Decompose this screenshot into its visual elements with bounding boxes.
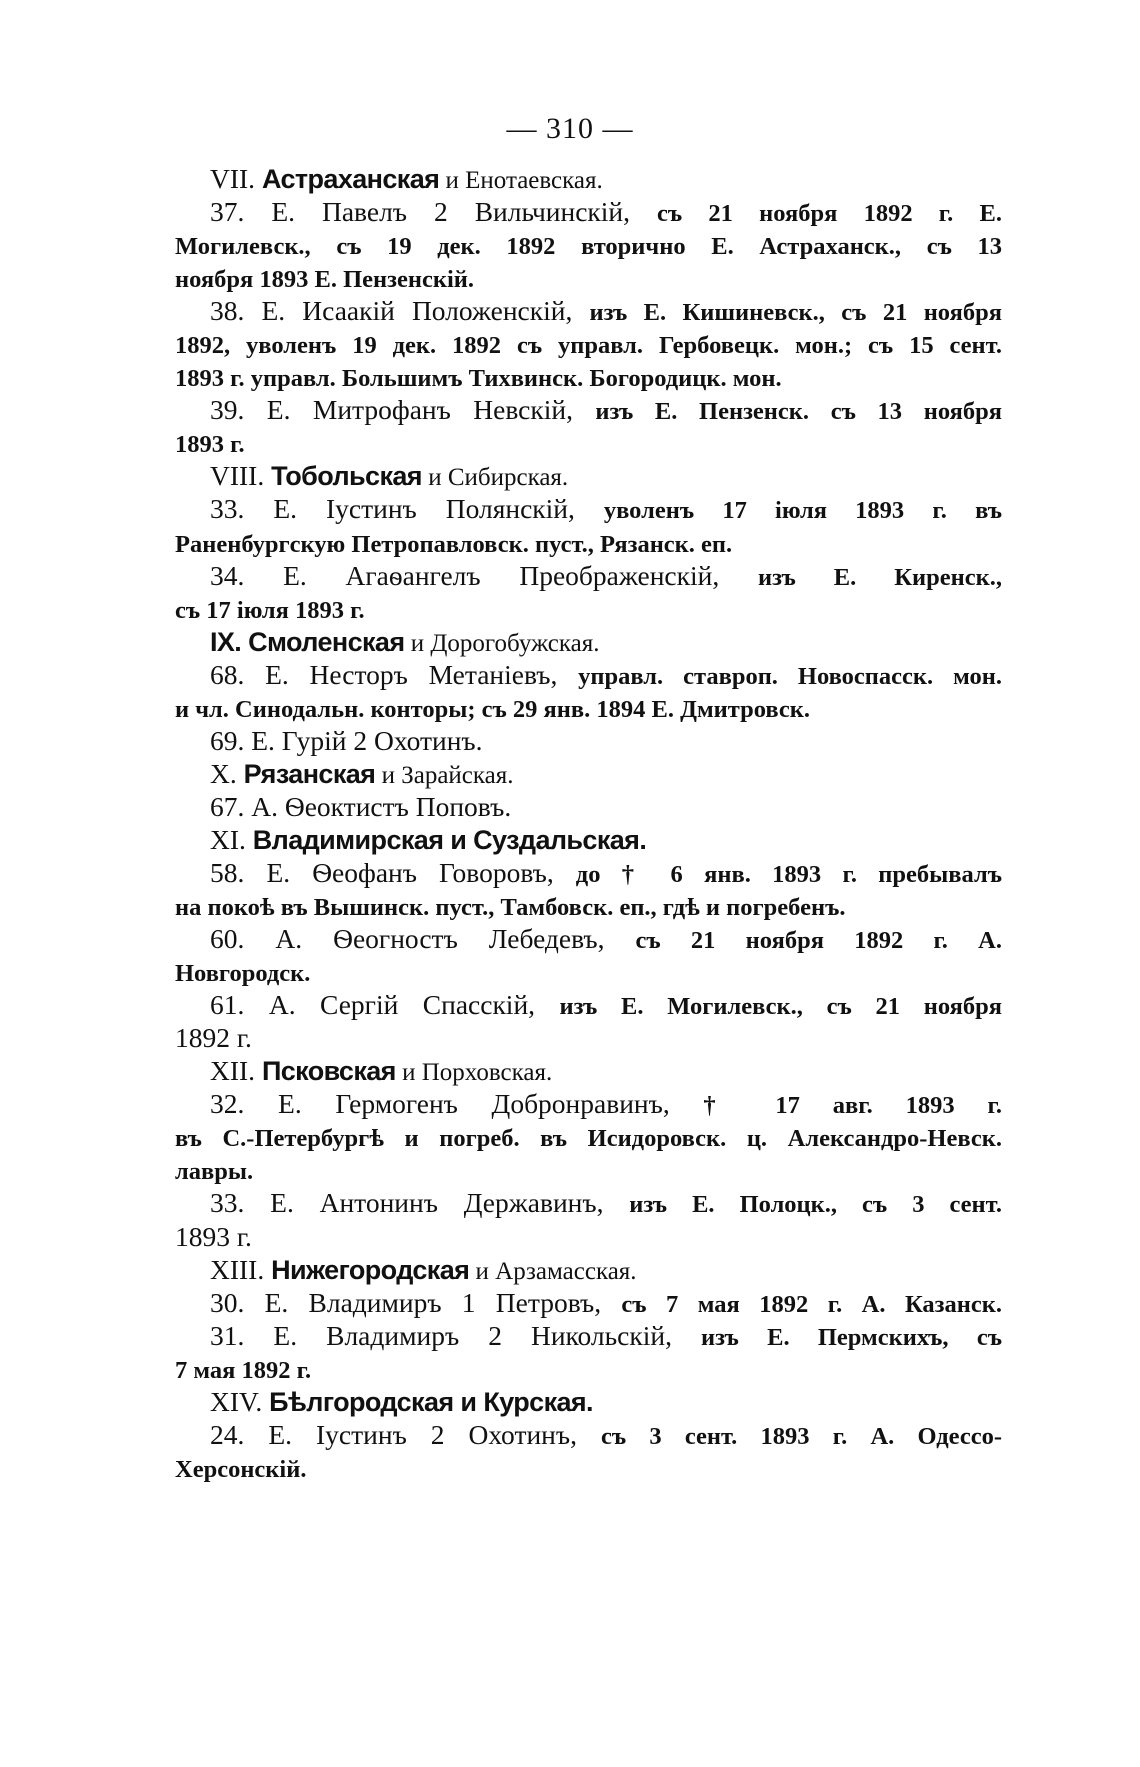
line-text: 67. А. Ѳеоктистъ Поповъ. (210, 790, 512, 822)
text-line (175, 1352, 1002, 1385)
text-line (175, 195, 1002, 228)
diocese-heading-text: Бѣлгородская и Курская. (269, 1386, 593, 1417)
text-line (175, 955, 1002, 988)
text-line (175, 526, 1002, 559)
line-text: и Арзамасская. (469, 1257, 637, 1285)
line-text: 7 мая 1892 г. (175, 1356, 312, 1384)
line-text: 31. Е. Владимиръ 2 Никольскій, (210, 1319, 701, 1351)
line-text: и Енотаевская. (439, 167, 603, 194)
text-line (175, 393, 1002, 426)
text-line (175, 625, 1002, 658)
line-text: X. (210, 757, 244, 789)
line-text: 1893 г. управл. Большимъ Тихвинск. Богородицк. мон. (175, 365, 782, 393)
line-text: XI. (210, 823, 253, 855)
line-text: уволенъ 17 іюля 1893 г. въ (603, 497, 1002, 525)
text-line (175, 988, 1002, 1021)
line-text: изъ Е. Пензенск. съ 13 ноября (595, 398, 1002, 426)
line-text: 39. Е. Митрофанъ Невскій, (210, 394, 596, 426)
diocese-heading-text: Псковская (261, 1056, 396, 1087)
line-text: до † 6 янв. 1893 г. пребывалъ (575, 860, 1003, 888)
text-line (175, 1153, 1002, 1186)
line-text: 32. Е. Гермогенъ Добронравинъ, (210, 1088, 704, 1120)
line-text: VII. (210, 163, 262, 194)
line-text: 37. Е. Павелъ 2 Вильчинскій, (210, 196, 657, 228)
line-text: Могилевск., съ 19 дек. 1892 вторично Е. Астраханск., съ 13 (175, 233, 1002, 261)
text-line (175, 294, 1002, 327)
line-text: 38. Е. Исаакій Положенскій, (210, 295, 590, 327)
text-line (175, 889, 1002, 922)
line-text: 69. Е. Гурій 2 Охотинъ. (210, 724, 483, 756)
line-text: съ 7 мая 1892 г. А. Казанск. (621, 1290, 1002, 1318)
text-line (175, 1120, 1002, 1153)
line-text: ноября 1893 Е. Пензенскій. (175, 266, 475, 294)
line-text: изъ Е. Киренск., (757, 563, 1002, 591)
line-text: 33. Е. Антонинъ Державинъ, (210, 1187, 630, 1219)
text-line (175, 856, 1002, 889)
text-line (175, 1253, 1002, 1286)
diocese-heading-text: Нижегородская (271, 1254, 470, 1285)
line-text: XIV. (210, 1385, 270, 1417)
line-text: 1893 г. (175, 431, 245, 459)
line-text: 58. Е. Ѳеофанъ Говоровъ, (210, 856, 576, 888)
line-text: XIII. (210, 1253, 272, 1285)
text-line (175, 790, 1002, 823)
line-text: изъ Е. Полоцк., съ 3 сент. (629, 1191, 1002, 1219)
line-text: Раненбургскую Петропавловск. пуст., Рязанск. еп. (175, 530, 733, 558)
text-line (175, 658, 1002, 691)
line-text: 30. Е. Владимиръ 1 Петровъ, (210, 1286, 622, 1318)
line-text: 33. Е. Іустинъ Полянскій, (210, 493, 604, 525)
text-line (175, 1418, 1002, 1451)
text-line (175, 1087, 1002, 1120)
line-text: управл. ставроп. Новоспасск. мон. (578, 662, 1002, 690)
text-line (175, 1451, 1002, 1484)
line-text: и Сибирская. (421, 464, 569, 492)
text-line (175, 360, 1002, 393)
line-text: 60. А. Ѳеогностъ Лебедевъ, (210, 923, 636, 955)
diocese-heading-text: Владимирская и Суздальская. (252, 824, 647, 855)
text-line (175, 1220, 1002, 1253)
text-line (175, 559, 1002, 592)
line-text: 61. А. Сергій Спасскій, (210, 989, 560, 1021)
text-line (175, 757, 1002, 790)
line-text: VIII. (210, 460, 272, 492)
line-text: и Порховская. (395, 1059, 553, 1087)
text-line (175, 228, 1002, 261)
diocese-heading-text: Смоленская (248, 626, 405, 657)
line-text: 1892 г. (175, 1022, 252, 1054)
page-body (175, 162, 1002, 1484)
text-line (175, 327, 1002, 360)
line-text: и чл. Синодальн. конторы; съ 29 янв. 1894 Е. Дмитровск. (175, 695, 810, 723)
text-line (175, 922, 1002, 955)
text-line (175, 1054, 1002, 1087)
line-text: съ 17 іюля 1893 г. (175, 596, 365, 624)
line-text: 34. Е. Агаѳангелъ Преображенскій, (210, 559, 758, 591)
text-line (175, 1319, 1002, 1352)
line-text: Новгородск. (175, 960, 311, 988)
line-text: 24. Е. Іустинъ 2 Охотинъ, (210, 1418, 601, 1450)
line-text: и Зарайская. (375, 761, 514, 789)
text-line (175, 691, 1002, 724)
diocese-heading-text: Рязанская (243, 758, 376, 789)
diocese-heading-text: Астраханская (261, 164, 440, 194)
text-line (175, 162, 1002, 195)
line-text: изъ Е. Пермскихъ, съ (701, 1323, 1002, 1351)
text-line (175, 459, 1002, 492)
line-text: † 17 авг. 1893 г. (703, 1092, 1002, 1120)
text-line (175, 1186, 1002, 1219)
diocese-heading-text: Тобольская (271, 461, 422, 492)
line-text: изъ Е. Могилевск., съ 21 ноября (559, 993, 1003, 1021)
text-line (175, 1021, 1002, 1054)
line-text: изъ Е. Кишиневск., съ 21 ноября (589, 299, 1002, 327)
line-text: и Дорогобужская. (404, 629, 600, 657)
line-text: съ 3 сент. 1893 г. А. Одессо- (600, 1422, 1002, 1450)
text-line (175, 1385, 1002, 1418)
line-text: съ 21 ноября 1892 г. А. (635, 927, 1002, 955)
line-text: 1892, уволенъ 19 дек. 1892 съ управл. Гербовецк. мон.; съ 15 сент. (175, 332, 1002, 360)
line-text: Херсонскій. (175, 1455, 307, 1483)
text-line (175, 426, 1002, 459)
line-text: въ С.-Петербургѣ и погреб. въ Исидоровск. ц. Александро-Невск. (175, 1125, 1002, 1153)
text-line (175, 592, 1002, 625)
line-text: 68. Е. Несторъ Метаніевъ, (210, 658, 579, 690)
line-text: лавры. (175, 1158, 254, 1186)
line-text: на покоѣ въ Вышинск. пуст., Тамбовск. еп., гдѣ и погребенъ. (175, 894, 846, 922)
page-number: — 310 — (506, 112, 634, 145)
text-line (175, 823, 1002, 856)
line-text: XII. (210, 1055, 262, 1087)
text-line (175, 724, 1002, 757)
diocese-heading-text: IX. (210, 626, 249, 657)
text-line (175, 492, 1002, 525)
line-text: съ 21 ноября 1892 г. Е. (656, 200, 1002, 228)
line-text: 1893 г. (175, 1220, 252, 1252)
text-line (175, 1286, 1002, 1319)
text-line (175, 261, 1002, 294)
